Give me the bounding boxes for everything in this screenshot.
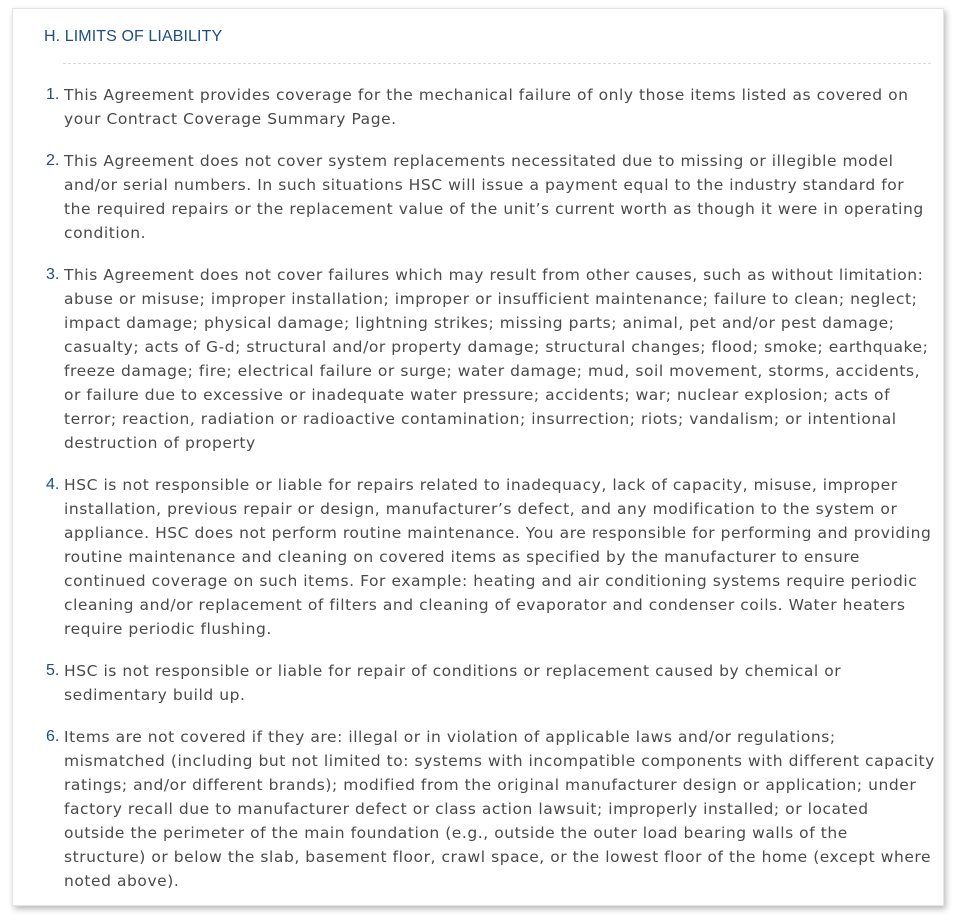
clause-number: 2. (46, 152, 60, 169)
clause-text: This Agreement does not cover system replacements necessitated due to missing or illegible model and/or serial numbers. In such situations HSC will issue a payment equal to the industry standard for the required repairs or the replacement value of the unit’s current worth as though it were in operating condition. (64, 152, 924, 242)
clause-item (13, 83, 945, 131)
clause-item (13, 263, 945, 455)
clause-number: 4. (46, 476, 60, 493)
clause-text: This Agreement provides coverage for the mechanical failure of only those items listed as covered on your Contract Coverage Summary Page. (64, 86, 909, 128)
clause-item (13, 473, 945, 641)
clause-number: 6. (46, 728, 60, 745)
clause-item (13, 149, 945, 245)
clause-text: Items are not covered if they are: illegal or in violation of applicable laws and/or regulations; mismatched (including but not limited to: systems with incompatible components with different capacity ratings; and/or different brands); modified from the original manufacturer design or application; under factory recall due to manufacturer defect or class action lawsuit; improperly installed; or located outside the perimeter of the main foundation (e.g., outside the outer load bearing walls of the structure) or below the slab, basement floor, crawl space, or the lowest floor of the home (except where noted above). (64, 728, 935, 890)
clause-item (13, 725, 945, 893)
clause-text: HSC is not responsible or liable for repair of conditions or replacement caused by chemical or sedimentary build up. (64, 662, 842, 704)
clause-list (13, 83, 945, 911)
clause-text: HSC is not responsible or liable for repairs related to inadequacy, lack of capacity, misuse, improper installation, previous repair or design, manufacturer’s defect, and any modification to the system or appliance. HSC does not perform routine maintenance. You are responsible for performing and providing routine maintenance and cleaning on covered items as specified by the manufacturer to ensure continued coverage on such items. For example: heating and air conditioning systems require periodic cleaning and/or replacement of filters and cleaning of evaporator and condenser coils. Water heaters require periodic flushing. (64, 476, 932, 638)
section-title: H. LIMITS OF LIABILITY (44, 28, 223, 45)
clause-text: This Agreement does not cover failures which may result from other causes, such as without limitation: abuse or misuse; improper installation; improper or insufficient maintenance; failure to clean; neglect; impact damage; physical damage; lightning strikes; missing parts; animal, pet and/or pest damage; casualty; acts of G-d; structural and/or property damage; structural changes; flood; smoke; earthquake; freeze damage; fire; electrical failure or surge; water damage; mud, soil movement, storms, accidents, or failure due to excessive or inadequate water pressure; accidents; war; nuclear explosion; acts of terror; reaction, radiation or radioactive contamination; insurrection; riots; vandalism; or intentional destruction of property (64, 266, 929, 452)
section-divider (63, 63, 931, 64)
clause-item (13, 659, 945, 707)
limits-of-liability-panel (12, 8, 944, 906)
clause-number: 5. (46, 662, 60, 679)
clause-number: 1. (46, 86, 60, 103)
clause-number: 3. (46, 266, 60, 283)
